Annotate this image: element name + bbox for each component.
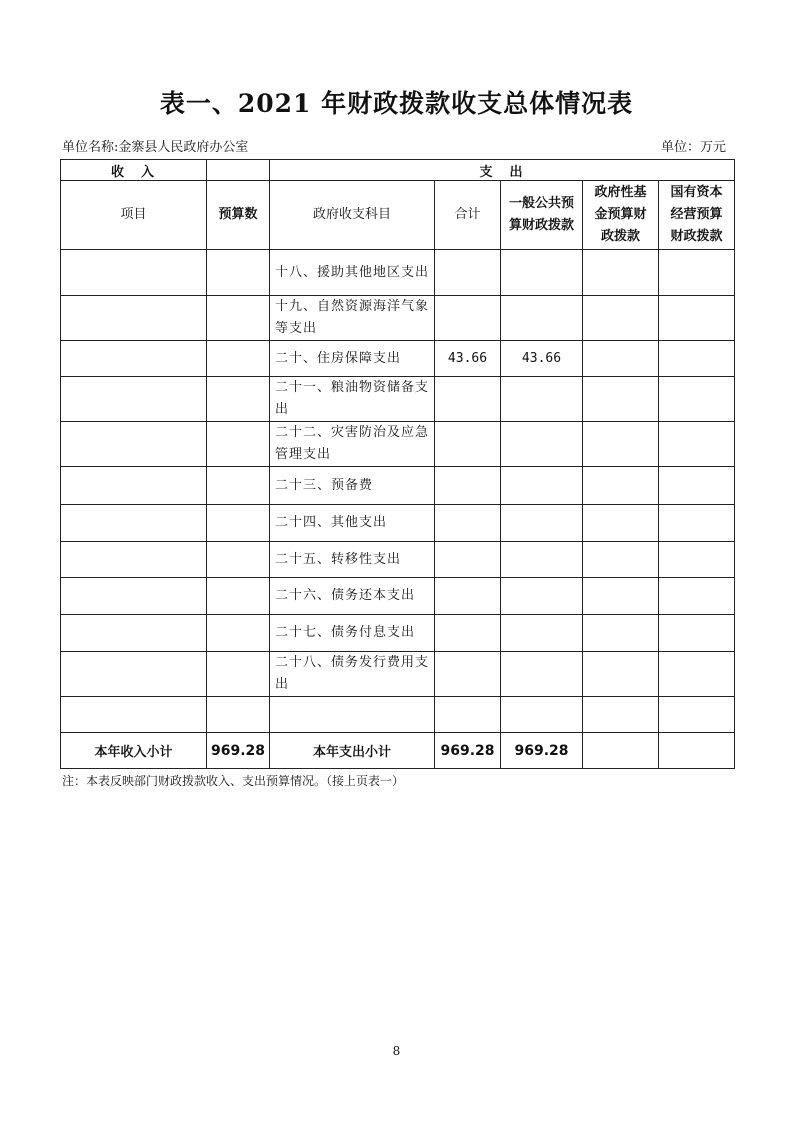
fund-budget-cell bbox=[583, 422, 659, 467]
subject-cell: 二十八、债务发行费用支出 bbox=[270, 652, 435, 697]
table-row bbox=[61, 697, 735, 733]
expense-subtotal-fund bbox=[583, 733, 659, 769]
general-budget-cell bbox=[501, 377, 583, 422]
fund-budget-cell bbox=[583, 250, 659, 296]
income-budget-cell bbox=[207, 578, 270, 615]
income-budget-cell bbox=[207, 652, 270, 697]
page-number: 8 bbox=[392, 1044, 401, 1058]
subject-cell: 十九、自然资源海洋气象等支出 bbox=[270, 296, 435, 341]
income-budget-cell bbox=[207, 422, 270, 467]
total-cell: 43.66 bbox=[435, 341, 501, 377]
subject-cell: 二十四、其他支出 bbox=[270, 505, 435, 542]
income-item-cell bbox=[61, 505, 207, 542]
state-capital-cell bbox=[659, 615, 735, 652]
table-row bbox=[61, 422, 735, 467]
general-budget-cell bbox=[501, 697, 583, 733]
page-title: 表一、2021 年财政拨款收支总体情况表 bbox=[159, 89, 634, 118]
fund-budget-cell bbox=[583, 341, 659, 377]
budget-table bbox=[60, 159, 735, 769]
income-item-cell bbox=[61, 652, 207, 697]
expense-section-label: 支 出 bbox=[270, 160, 735, 181]
general-budget-cell bbox=[501, 578, 583, 615]
header-general-budget: 一般公共预算财政拨款 bbox=[501, 181, 583, 250]
income-item-cell bbox=[61, 467, 207, 505]
general-budget-cell bbox=[501, 542, 583, 578]
state-capital-cell bbox=[659, 422, 735, 467]
subject-cell: 二十六、债务还本支出 bbox=[270, 578, 435, 615]
income-budget-cell bbox=[207, 505, 270, 542]
state-capital-cell bbox=[659, 467, 735, 505]
income-item-cell bbox=[61, 422, 207, 467]
state-capital-cell bbox=[659, 578, 735, 615]
state-capital-cell bbox=[659, 505, 735, 542]
unit-name: 单位名称:金寨县人民政府办公室 bbox=[62, 140, 249, 155]
table-row bbox=[61, 341, 735, 377]
state-capital-cell bbox=[659, 377, 735, 422]
column-header-row bbox=[61, 181, 735, 250]
header-subject: 政府收支科目 bbox=[270, 181, 435, 250]
income-budget-cell bbox=[207, 467, 270, 505]
total-cell bbox=[435, 615, 501, 652]
table-row bbox=[61, 467, 735, 505]
meta-row bbox=[62, 136, 726, 155]
table-row bbox=[61, 505, 735, 542]
subject-cell: 二十七、债务付息支出 bbox=[270, 615, 435, 652]
fund-budget-cell bbox=[583, 377, 659, 422]
fund-budget-cell bbox=[583, 542, 659, 578]
general-budget-cell bbox=[501, 652, 583, 697]
table-row bbox=[61, 296, 735, 341]
general-budget-cell bbox=[501, 615, 583, 652]
table-row bbox=[61, 652, 735, 697]
fund-budget-cell bbox=[583, 697, 659, 733]
income-item-cell bbox=[61, 250, 207, 296]
general-budget-cell: 43.66 bbox=[501, 341, 583, 377]
income-budget-cell bbox=[207, 615, 270, 652]
income-section-blank bbox=[207, 160, 270, 181]
header-budget: 预算数 bbox=[207, 181, 270, 250]
income-item-cell bbox=[61, 296, 207, 341]
subject-cell: 二十三、预备费 bbox=[270, 467, 435, 505]
general-budget-cell bbox=[501, 467, 583, 505]
income-budget-cell bbox=[207, 542, 270, 578]
fund-budget-cell bbox=[583, 296, 659, 341]
subject-cell: 二十五、转移性支出 bbox=[270, 542, 435, 578]
general-budget-cell bbox=[501, 296, 583, 341]
expense-subtotal-general: 969.28 bbox=[501, 733, 583, 769]
state-capital-cell bbox=[659, 296, 735, 341]
general-budget-cell bbox=[501, 422, 583, 467]
subject-cell: 二十、住房保障支出 bbox=[270, 341, 435, 377]
fund-budget-cell bbox=[583, 505, 659, 542]
total-cell bbox=[435, 467, 501, 505]
expense-subtotal-total: 969.28 bbox=[435, 733, 501, 769]
totals-row bbox=[61, 733, 735, 769]
income-item-cell bbox=[61, 377, 207, 422]
table-row bbox=[61, 250, 735, 296]
table-row bbox=[61, 578, 735, 615]
table-row bbox=[61, 615, 735, 652]
subject-cell: 十八、援助其他地区支出 bbox=[270, 250, 435, 296]
income-subtotal-value: 969.28 bbox=[207, 733, 270, 769]
income-budget-cell bbox=[207, 250, 270, 296]
header-item: 项目 bbox=[61, 181, 207, 250]
state-capital-cell bbox=[659, 341, 735, 377]
general-budget-cell bbox=[501, 505, 583, 542]
total-cell bbox=[435, 505, 501, 542]
fund-budget-cell bbox=[583, 467, 659, 505]
header-state-capital-budget: 国有资本经营预算财政拨款 bbox=[659, 181, 735, 250]
income-subtotal-label: 本年收入小计 bbox=[61, 733, 207, 769]
subject-cell: 二十二、灾害防治及应急管理支出 bbox=[270, 422, 435, 467]
income-item-cell bbox=[61, 697, 207, 733]
total-cell bbox=[435, 578, 501, 615]
table-row bbox=[61, 542, 735, 578]
header-total: 合计 bbox=[435, 181, 501, 250]
total-cell bbox=[435, 542, 501, 578]
income-item-cell bbox=[61, 542, 207, 578]
state-capital-cell bbox=[659, 542, 735, 578]
income-budget-cell bbox=[207, 296, 270, 341]
income-item-cell bbox=[61, 615, 207, 652]
subject-cell: 二十一、粮油物资储备支出 bbox=[270, 377, 435, 422]
footnote: 注：本表反映部门财政拨款收入、支出预算情况。（接上页表一） bbox=[62, 774, 405, 788]
section-header-row bbox=[61, 160, 735, 181]
fund-budget-cell bbox=[583, 578, 659, 615]
total-cell bbox=[435, 697, 501, 733]
subject-cell bbox=[270, 697, 435, 733]
table-row bbox=[61, 377, 735, 422]
expense-subtotal-state-capital bbox=[659, 733, 735, 769]
income-section-label: 收 入 bbox=[61, 160, 207, 181]
state-capital-cell bbox=[659, 697, 735, 733]
unit-label: 单位：万元 bbox=[660, 140, 726, 155]
state-capital-cell bbox=[659, 652, 735, 697]
total-cell bbox=[435, 377, 501, 422]
income-budget-cell bbox=[207, 377, 270, 422]
income-item-cell bbox=[61, 578, 207, 615]
total-cell bbox=[435, 422, 501, 467]
income-budget-cell bbox=[207, 341, 270, 377]
total-cell bbox=[435, 652, 501, 697]
income-budget-cell bbox=[207, 697, 270, 733]
income-item-cell bbox=[61, 341, 207, 377]
fund-budget-cell bbox=[583, 652, 659, 697]
state-capital-cell bbox=[659, 250, 735, 296]
general-budget-cell bbox=[501, 250, 583, 296]
total-cell bbox=[435, 296, 501, 341]
total-cell bbox=[435, 250, 501, 296]
expense-subtotal-label: 本年支出小计 bbox=[270, 733, 435, 769]
fund-budget-cell bbox=[583, 615, 659, 652]
header-fund-budget: 政府性基金预算财政拨款 bbox=[583, 181, 659, 250]
